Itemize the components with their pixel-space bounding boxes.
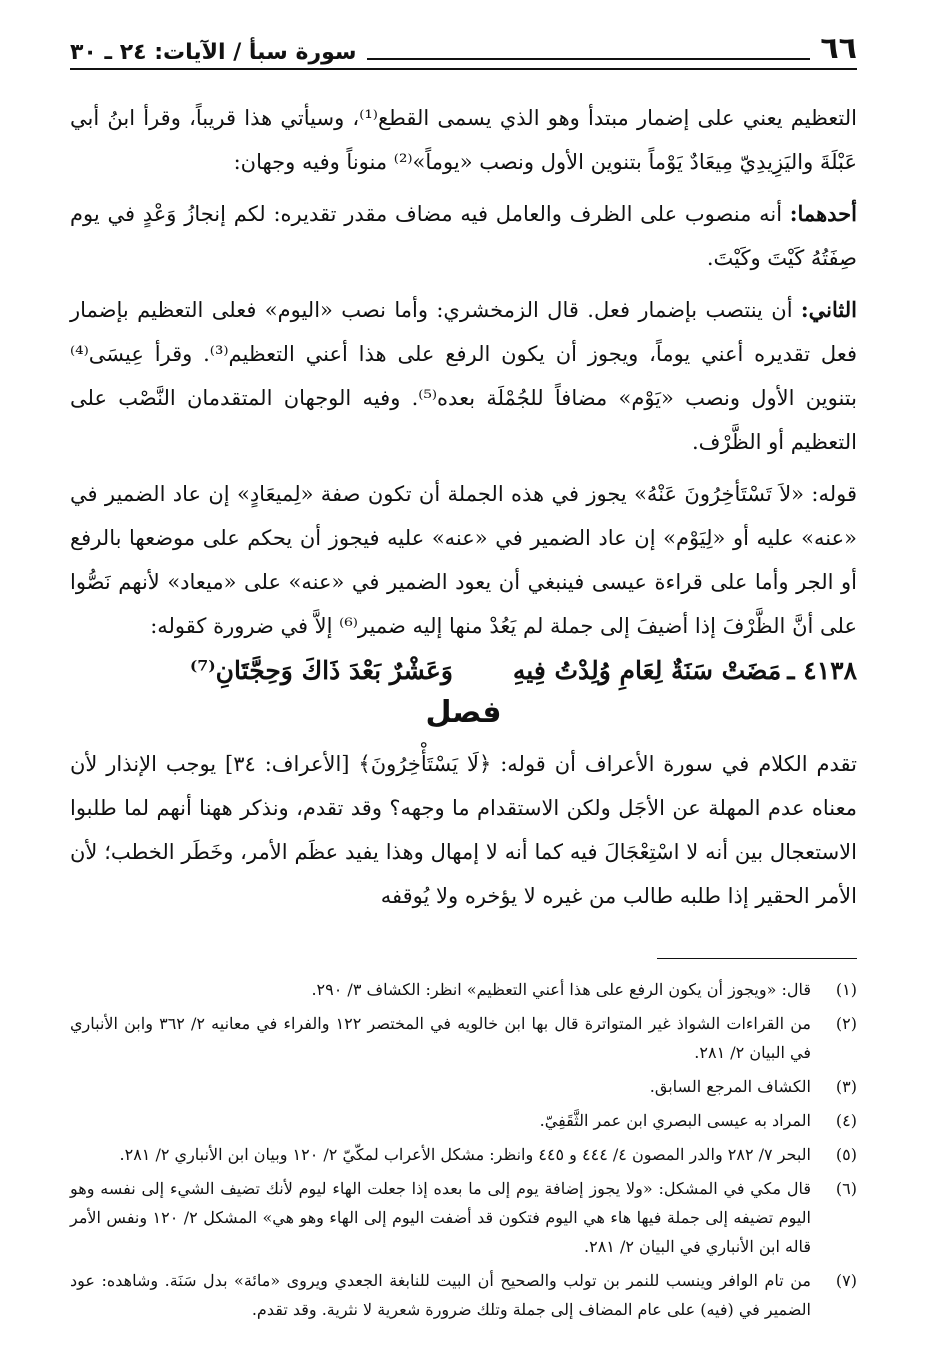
section-paragraph: تقدم الكلام في سورة الأعراف أن قوله: ﴿لَا يَسْتَأْخِرُونَ﴾ [الأعراف: ٣٤] يوجب الإنذار لأن معناه عدم المهلة عن الأجَل ولكن الاستقدام ما وجهه؟ وقد تقدم، ونذكر ههنا أنهم لما طلبوا الاستعجال بين أنه لا اسْتِعْجَالَ فيه كما أنه لا إمهال وهذا يفيد عظَم الأمر، وخَطَر الخطب؛ لأن الأمر الحقير إذا طلبه طالب من غيره لا يؤخره ولا يُوقفه (70, 752, 857, 908)
footnote-number: (٧) (835, 1271, 857, 1290)
footnote-text: قال مكي في المشكل: «ولا يجوز إضافة يوم إلى ما بعده إذا جعلت الهاء ليوم لأنك تضيف الشيء إلى نفسه وهو اليوم تضيفه إلى جملة فيها هاء هي اليوم فتكون قد أضفت اليوم إلى الهاء وهو هي» المشكل ٢/ ١٢٠ ونفس الأمر قاله ابن الأنباري في البيان ٢/ ٢٨١. (70, 1179, 811, 1256)
main-text (70, 96, 857, 1324)
footnote-text: قال: «ويجوز أن يكون الرفع على هذا أعني التعظيم» انظر: الكشاف ٣/ ٢٩٠. (311, 980, 811, 999)
footnote-text: البحر ٧/ ٢٨٢ والدر المصون ٤/ ٤٤٤ و ٤٤٥ وانظر: مشكل الأعراب لمكّيّ ٢/ ١٢٠ وبيان ابن الأنباري ٢/ ٢٨١. (119, 1145, 811, 1164)
paragraph-text: التعظيم يعني على إضمار مبتدأ وهو الذي يسمى القطع⁽¹⁾، وسيأتي هذا قريباً، وقرأ ابنُ أبي عَبْلَةَ واليَزِيدِيّ مِيعَادٌ يَوْماً بتنوين الأول ونصب «يوماً»⁽²⁾ منوناً وفيه وجهان: (70, 106, 857, 174)
footnote-text: من تام الوافر وينسب للنمر بن تولب والصحيح أن البيت للنابغة الجعدي ويروى «مائة» بدل سَنَة. وشاهده: عود الضمير في (فيه) على عام المضاف إلى جملة وتلك ضرورة شعرية لا نثرية. وقد تقدم. (70, 1271, 811, 1319)
footnote-number: (١) (835, 980, 857, 999)
header-rule (367, 58, 811, 60)
footnote (70, 1140, 857, 1169)
paragraph-text: أنه منصوب على الظرف والعامل فيه مضاف مقدر تقديره: لكم إنجازُ وَعْدٍ في يوم صِفَتُهُ كَيْتَ وكَيْتَ. (70, 202, 857, 270)
section-heading: فصل (425, 695, 502, 730)
paragraph (70, 96, 857, 184)
verse-hemistich-2: وَعَشْرٌ بَعْدَ ذَاكَ وَحِجَّتَانِ⁽⁷⁾ (189, 656, 453, 685)
footnote-separator (657, 958, 857, 959)
verse-number: ٤١٣٨ ـ (787, 656, 857, 685)
paragraph-text: أن ينتصب بإضمار فعل. قال الزمخشري: وأما نصب «اليوم» فعلى التعظيم بإضمار فعل تقديره أعني يوماً، ويجوز أن يكون الرفع على هذا أعني التعظيم⁽³⁾. وقرأ عِيسَى⁽⁴⁾ بتنوين الأول ونصب «يَوْم» مضافاً للجُمْلَة بعده⁽⁵⁾. وفيه الوجهان المتقدمان النَّصْب على التعظيم أو الظَّرْف. (70, 298, 857, 454)
running-title: سورة سبأ / الآيات: ٢٤ ـ ٣٠ (70, 40, 357, 65)
verse-hemistich-1: مَضَتْ سَنَةٌ لِعَامِ وُلِدْتُ فِيهِ (512, 656, 782, 685)
footnote-number: (٣) (835, 1077, 857, 1096)
footnotes (70, 975, 857, 1324)
paragraph-lead: الثاني: (800, 297, 857, 322)
paragraph (70, 472, 857, 648)
page-number: ٦٦ (820, 31, 857, 66)
footnote-text: الكشاف المرجع السابق. (649, 1077, 811, 1096)
poetry-verse (70, 656, 857, 685)
paragraph-text: قوله: «لاَ تَسْتَأخِرُونَ عَنْهُ» يجوز في هذه الجملة أن تكون صفة «لِميعَادٍ» إن عاد الضمير في «عنه» عليه أو «لِيَوْم» إن عاد الضمير في «عنه» عليه فيجوز أن يحكم على موضعها بالرفع أو الجر وأما على قراءة عيسى فينبغي أن يعود الضمير في «عنه» على «ميعاد» لأنهم نَصُّوا على أنَّ الظَّرْفَ إذا أضيفَ إلى جملة لم يَعُدْ منها إليه ضمير⁽⁶⁾ إلاَّ في ضرورة كقوله: (70, 482, 857, 638)
paragraph (70, 192, 857, 280)
footnote (70, 975, 857, 1004)
footnote-text: من القراءات الشواذ غير المتواترة قال بها ابن خالويه في المختصر ١٢٢ والفراء في معانيه ٢/ ٣٦٢ وابن الأنباري في البيان ٢/ ٢٨١. (70, 1014, 812, 1062)
paragraph-lead: أحدهما: (789, 201, 857, 226)
footnote (70, 1174, 857, 1261)
footnote-text: المراد به عيسى البصري ابن عمر الثَّقَفِيّ. (539, 1111, 811, 1130)
footnote (70, 1009, 857, 1067)
footnote (70, 1106, 857, 1135)
footnote (70, 1266, 857, 1324)
footnote-number: (٤) (835, 1111, 857, 1130)
page-header (70, 28, 857, 64)
footnote-number: (٢) (835, 1014, 857, 1033)
header-divider (70, 68, 857, 70)
footnote-number: (٥) (835, 1145, 857, 1164)
paragraph (70, 288, 857, 464)
footnote (70, 1072, 857, 1101)
footnote-number: (٦) (835, 1179, 857, 1198)
page (70, 28, 857, 1347)
